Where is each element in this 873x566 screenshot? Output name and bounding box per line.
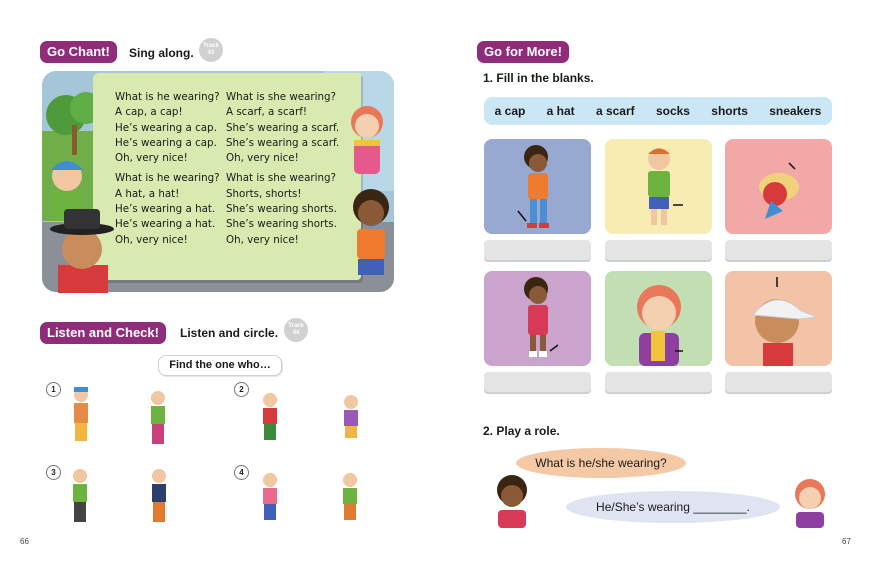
boy-with-hat-illustration — [46, 205, 126, 293]
chant-line: He’s wearing a cap. — [115, 136, 217, 149]
picture-girl-socks — [484, 271, 591, 366]
exercise-1-instruction: Fill in the blanks. — [496, 71, 594, 85]
answer-blank[interactable] — [484, 240, 591, 262]
choice-figure-4a[interactable] — [259, 470, 281, 525]
girl-with-scarf-illustration — [344, 100, 390, 180]
chant-line: He’s wearing a hat. — [115, 218, 216, 231]
word-bank-item: socks — [655, 104, 690, 118]
chant-line: She’s wearing shorts. — [226, 203, 337, 216]
question-number: 4 — [234, 465, 249, 480]
exercise-1-heading — [483, 71, 594, 85]
answer-speech-bubble: He/She’s wearing ________. — [566, 491, 780, 523]
page-number-left: 66 — [20, 537, 29, 546]
chant-line: She’s wearing a scarf. — [226, 121, 340, 134]
chant-line: A hat, a hat! — [115, 187, 180, 200]
word-bank-item: sneakers — [769, 104, 822, 118]
word-bank-item: shorts — [711, 104, 748, 118]
choice-figure-1a[interactable] — [70, 385, 92, 447]
answer-blank[interactable] — [605, 372, 712, 394]
question-number: 3 — [46, 465, 61, 480]
chant-line: What is he wearing? — [115, 172, 220, 185]
chant-line: She’s wearing shorts. — [226, 218, 337, 231]
exercise-2-heading — [483, 424, 560, 438]
chant-line: Oh, very nice! — [226, 233, 299, 246]
word-bank-item: a scarf — [595, 104, 635, 118]
choice-figure-1b[interactable] — [146, 388, 170, 448]
picture-girl-sneakers — [484, 139, 591, 234]
chant-line: Shorts, shorts! — [226, 187, 302, 200]
chant-column-1 — [115, 90, 220, 248]
girl-speaker-illustration — [486, 472, 538, 528]
girl-listener-illustration — [786, 476, 834, 528]
chant-line: He’s wearing a cap. — [115, 121, 217, 134]
question-number: 1 — [46, 382, 61, 397]
answer-blank[interactable] — [725, 240, 832, 262]
girl-with-shorts-illustration — [345, 185, 393, 290]
choice-figure-3b[interactable] — [148, 466, 170, 526]
question-number: 2 — [234, 382, 249, 397]
picture-girl-scarf — [605, 271, 712, 366]
chant-line: What is she wearing? — [226, 172, 337, 185]
track-number: 43 — [207, 50, 215, 56]
exercise-1-number: 1. — [483, 71, 494, 85]
word-bank-item: a cap — [494, 104, 526, 118]
chant-line: Oh, very nice! — [115, 152, 188, 165]
chant-line: Oh, very nice! — [115, 233, 188, 246]
choice-figure-4b[interactable] — [338, 470, 362, 525]
question-speech-bubble: What is he/she wearing? — [516, 448, 686, 478]
audio-track-43-icon[interactable] — [199, 38, 223, 62]
word-bank — [484, 97, 832, 125]
chant-line: What is she wearing? — [226, 91, 337, 103]
listen-and-circle-instruction: Listen and circle. — [180, 326, 279, 340]
chant-line: A scarf, a scarf! — [226, 106, 307, 119]
chant-line: Oh, very nice! — [226, 152, 299, 165]
chant-line: A cap, a cap! — [115, 106, 183, 119]
chant-column-2 — [226, 90, 339, 248]
picture-boy-cap — [725, 271, 832, 366]
exercise-2-instruction: Play a role. — [496, 424, 560, 438]
choice-figure-2b[interactable] — [340, 392, 362, 447]
sing-along-instruction: Sing along. — [129, 46, 194, 60]
chant-line: She’s wearing a scarf. — [226, 136, 340, 149]
track-number: 44 — [292, 330, 300, 336]
chant-line: He’s wearing a hat. — [115, 203, 216, 216]
page-number-right: 67 — [842, 537, 851, 546]
answer-blank[interactable] — [605, 240, 712, 262]
word-bank-item: a hat — [546, 104, 575, 118]
exercise-2-number: 2. — [483, 424, 494, 438]
go-chant-tag: Go Chant! — [40, 41, 117, 63]
picture-boy-shorts — [605, 139, 712, 234]
audio-track-44-icon[interactable] — [284, 318, 308, 342]
answer-blank[interactable] — [725, 372, 832, 394]
track-label: Track — [203, 43, 219, 49]
find-prompt-bubble: Find the one who… — [158, 355, 282, 376]
choice-figure-2a[interactable] — [259, 390, 281, 445]
listen-and-check-tag: Listen and Check! — [40, 322, 166, 344]
answer-blank[interactable] — [484, 372, 591, 394]
track-label: Track — [288, 323, 304, 329]
choice-figure-3a[interactable] — [68, 466, 92, 526]
chant-line: What is he wearing? — [115, 91, 220, 103]
picture-parrot-hat — [725, 139, 832, 234]
go-for-more-tag: Go for More! — [477, 41, 569, 63]
